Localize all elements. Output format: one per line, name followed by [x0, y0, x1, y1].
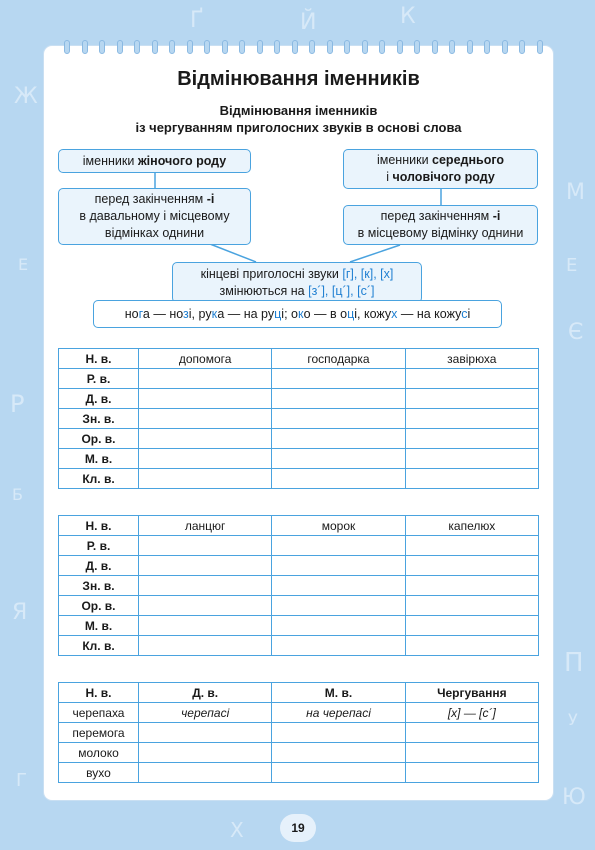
- answer-cell[interactable]: [405, 429, 538, 449]
- answer-cell[interactable]: [272, 536, 405, 556]
- answer-cell[interactable]: [139, 469, 272, 489]
- answer-cell[interactable]: [405, 723, 538, 743]
- examples-box: [93, 300, 502, 328]
- column-header: Д. в.: [139, 683, 272, 703]
- table-row: [59, 596, 539, 616]
- answer-cell[interactable]: [272, 743, 405, 763]
- column-header: М. в.: [272, 683, 405, 703]
- answer-cell[interactable]: [139, 449, 272, 469]
- case-label: Р. в.: [59, 536, 139, 556]
- decor-letter: Ю: [562, 785, 586, 810]
- table-row: [59, 369, 539, 389]
- table-row: [59, 743, 539, 763]
- sample-answer-cell: на черепасі: [272, 703, 405, 723]
- alternating-letter: ц: [347, 306, 355, 321]
- box-text: перед закінченням: [94, 192, 207, 206]
- column-header: Чергування: [405, 683, 538, 703]
- decor-letter: Б: [12, 485, 23, 504]
- answer-cell[interactable]: [405, 409, 538, 429]
- answer-cell[interactable]: [139, 723, 272, 743]
- example-text: — на кожу: [397, 306, 462, 321]
- table-row: [59, 636, 539, 656]
- table-row: [59, 723, 539, 743]
- decor-letter: Е: [18, 255, 29, 274]
- case-label: Р. в.: [59, 369, 139, 389]
- page-title: Відмінювання іменників: [177, 68, 420, 90]
- decor-letter: М: [566, 180, 585, 205]
- case-label: Ор. в.: [59, 429, 139, 449]
- box-text: і: [386, 170, 393, 184]
- box-bold-text: чоловічого роду: [392, 170, 495, 184]
- noun-cell: молоко: [59, 743, 139, 763]
- decor-letter: Я: [12, 600, 28, 625]
- answer-cell[interactable]: [139, 369, 272, 389]
- answer-cell[interactable]: [272, 469, 405, 489]
- table-row: [59, 389, 539, 409]
- table-row: [59, 469, 539, 489]
- decor-letter: Ж: [14, 84, 38, 109]
- table-row: [59, 763, 539, 783]
- box-text: в місцевому відмінку однини: [357, 226, 524, 240]
- alternating-letter: к: [211, 306, 218, 321]
- case-label: Н. в.: [59, 349, 139, 369]
- answer-cell[interactable]: [405, 556, 538, 576]
- decor-letter: Е: [566, 255, 578, 276]
- box-bold-text: середнього: [432, 153, 505, 167]
- answer-cell[interactable]: [405, 596, 538, 616]
- example-text: а — на ру: [217, 306, 275, 321]
- decor-letter: П: [564, 648, 584, 678]
- case-label: Ор. в.: [59, 596, 139, 616]
- answer-cell[interactable]: [139, 763, 272, 783]
- answer-cell[interactable]: [272, 576, 405, 596]
- answer-cell[interactable]: [139, 616, 272, 636]
- table-header-row: [59, 683, 539, 703]
- answer-cell[interactable]: [405, 469, 538, 489]
- sample-answer-cell: [х] — [с´]: [405, 703, 538, 723]
- feminine-ending-box: [58, 188, 251, 245]
- answer-cell[interactable]: [272, 429, 405, 449]
- answer-cell[interactable]: [139, 636, 272, 656]
- box-text: іменники: [376, 153, 433, 167]
- decor-letter: Й: [300, 10, 317, 35]
- answer-cell[interactable]: [272, 723, 405, 743]
- example-text: і, ру: [188, 306, 212, 321]
- answer-cell[interactable]: [139, 536, 272, 556]
- decor-letter: Р: [10, 390, 25, 418]
- example-text: і, кожу: [354, 306, 392, 321]
- sample-answer-cell: черепасі: [139, 703, 272, 723]
- alternating-letter: к: [297, 306, 304, 321]
- alternating-letter: с: [461, 306, 468, 321]
- answer-cell[interactable]: [405, 576, 538, 596]
- answer-cell[interactable]: [139, 556, 272, 576]
- case-label: М. в.: [59, 616, 139, 636]
- box-bold-text: жіночого роду: [137, 153, 227, 168]
- case-label: М. в.: [59, 449, 139, 469]
- table-row: [59, 576, 539, 596]
- case-label: Зн. в.: [59, 576, 139, 596]
- case-label: Д. в.: [59, 556, 139, 576]
- answer-cell[interactable]: [405, 763, 538, 783]
- answer-cell[interactable]: [139, 596, 272, 616]
- alternating-letter: з: [183, 306, 189, 321]
- answer-cell[interactable]: [139, 576, 272, 596]
- box-text: кінцеві приголосні звуки: [200, 266, 343, 281]
- noun-cell: завірюха: [405, 349, 538, 369]
- case-label: Кл. в.: [59, 469, 139, 489]
- table-row: [59, 536, 539, 556]
- declension-table-1: [58, 348, 539, 489]
- table-row: [59, 409, 539, 429]
- box-text: змінюються на: [219, 283, 309, 298]
- noun-cell: капелюх: [405, 516, 538, 536]
- answer-cell[interactable]: [139, 743, 272, 763]
- alternating-letter: ц: [274, 306, 282, 321]
- column-header: Н. в.: [59, 683, 139, 703]
- box-text: перед закінченням: [380, 209, 493, 223]
- answer-cell[interactable]: [272, 449, 405, 469]
- case-label: Н. в.: [59, 516, 139, 536]
- noun-cell: господарка: [272, 349, 405, 369]
- table-row: [59, 449, 539, 469]
- decor-letter: Ґ: [190, 8, 204, 33]
- table-header-row: [59, 516, 539, 536]
- decor-letter: Є: [568, 320, 584, 345]
- neuter-masculine-nouns-box: [343, 149, 538, 189]
- neuter-masculine-ending-box: [343, 205, 538, 245]
- box-bold-text: -і: [492, 209, 501, 223]
- answer-cell[interactable]: [272, 596, 405, 616]
- box-bold-text: -і: [206, 192, 215, 206]
- answer-cell[interactable]: [405, 636, 538, 656]
- alternation-table: [58, 682, 539, 783]
- box-text: відмінках однини: [104, 226, 205, 240]
- noun-cell: морок: [272, 516, 405, 536]
- case-label: Кл. в.: [59, 636, 139, 656]
- example-text: но: [124, 306, 139, 321]
- answer-cell[interactable]: [405, 616, 538, 636]
- answer-cell[interactable]: [272, 556, 405, 576]
- declension-table-2: [58, 515, 539, 656]
- answer-cell[interactable]: [272, 369, 405, 389]
- answer-cell[interactable]: [272, 616, 405, 636]
- answer-cell[interactable]: [405, 449, 538, 469]
- page-number: 19: [280, 814, 316, 842]
- case-label: Д. в.: [59, 389, 139, 409]
- answer-cell[interactable]: [272, 389, 405, 409]
- consonant-change-box: [172, 262, 422, 303]
- example-text: а — но: [142, 306, 184, 321]
- table-header-row: [59, 349, 539, 369]
- feminine-nouns-box: [58, 149, 251, 173]
- box-text: в давальному і місцевому: [79, 209, 230, 223]
- decor-letter: Х: [230, 818, 244, 842]
- answer-cell[interactable]: [272, 409, 405, 429]
- answer-cell[interactable]: [139, 429, 272, 449]
- decor-letter: Г: [16, 770, 27, 791]
- sounds-highlight: [з´], [ц´], [с´]: [308, 283, 375, 298]
- noun-cell: черепаха: [59, 703, 139, 723]
- table-row: [59, 616, 539, 636]
- table-row: [59, 429, 539, 449]
- noun-cell: вухо: [59, 763, 139, 783]
- alternating-letter: х: [391, 306, 398, 321]
- table-row: [59, 703, 539, 723]
- noun-cell: ланцюг: [139, 516, 272, 536]
- answer-cell[interactable]: [405, 389, 538, 409]
- examples-text: [125, 306, 470, 323]
- decor-letter: У: [568, 710, 578, 729]
- subtitle-line-2: із чергуванням приголосних звуків в основі слова: [135, 120, 462, 135]
- noun-cell: допомога: [139, 349, 272, 369]
- alternating-letter: г: [138, 306, 143, 321]
- noun-cell: перемога: [59, 723, 139, 743]
- example-text: і: [467, 306, 471, 321]
- example-text: і; о: [281, 306, 298, 321]
- answer-cell[interactable]: [272, 763, 405, 783]
- example-text: о — в о: [303, 306, 348, 321]
- subtitle-line-1: Відмінювання іменників: [219, 103, 378, 118]
- answer-cell[interactable]: [405, 743, 538, 763]
- answer-cell[interactable]: [272, 636, 405, 656]
- answer-cell[interactable]: [139, 389, 272, 409]
- answer-cell[interactable]: [139, 409, 272, 429]
- box-text: іменники: [82, 153, 138, 168]
- table-row: [59, 556, 539, 576]
- decor-letter: К: [400, 4, 416, 29]
- answer-cell[interactable]: [405, 536, 538, 556]
- sounds-highlight: [г], [к], [х]: [342, 266, 394, 281]
- case-label: Зн. в.: [59, 409, 139, 429]
- answer-cell[interactable]: [405, 369, 538, 389]
